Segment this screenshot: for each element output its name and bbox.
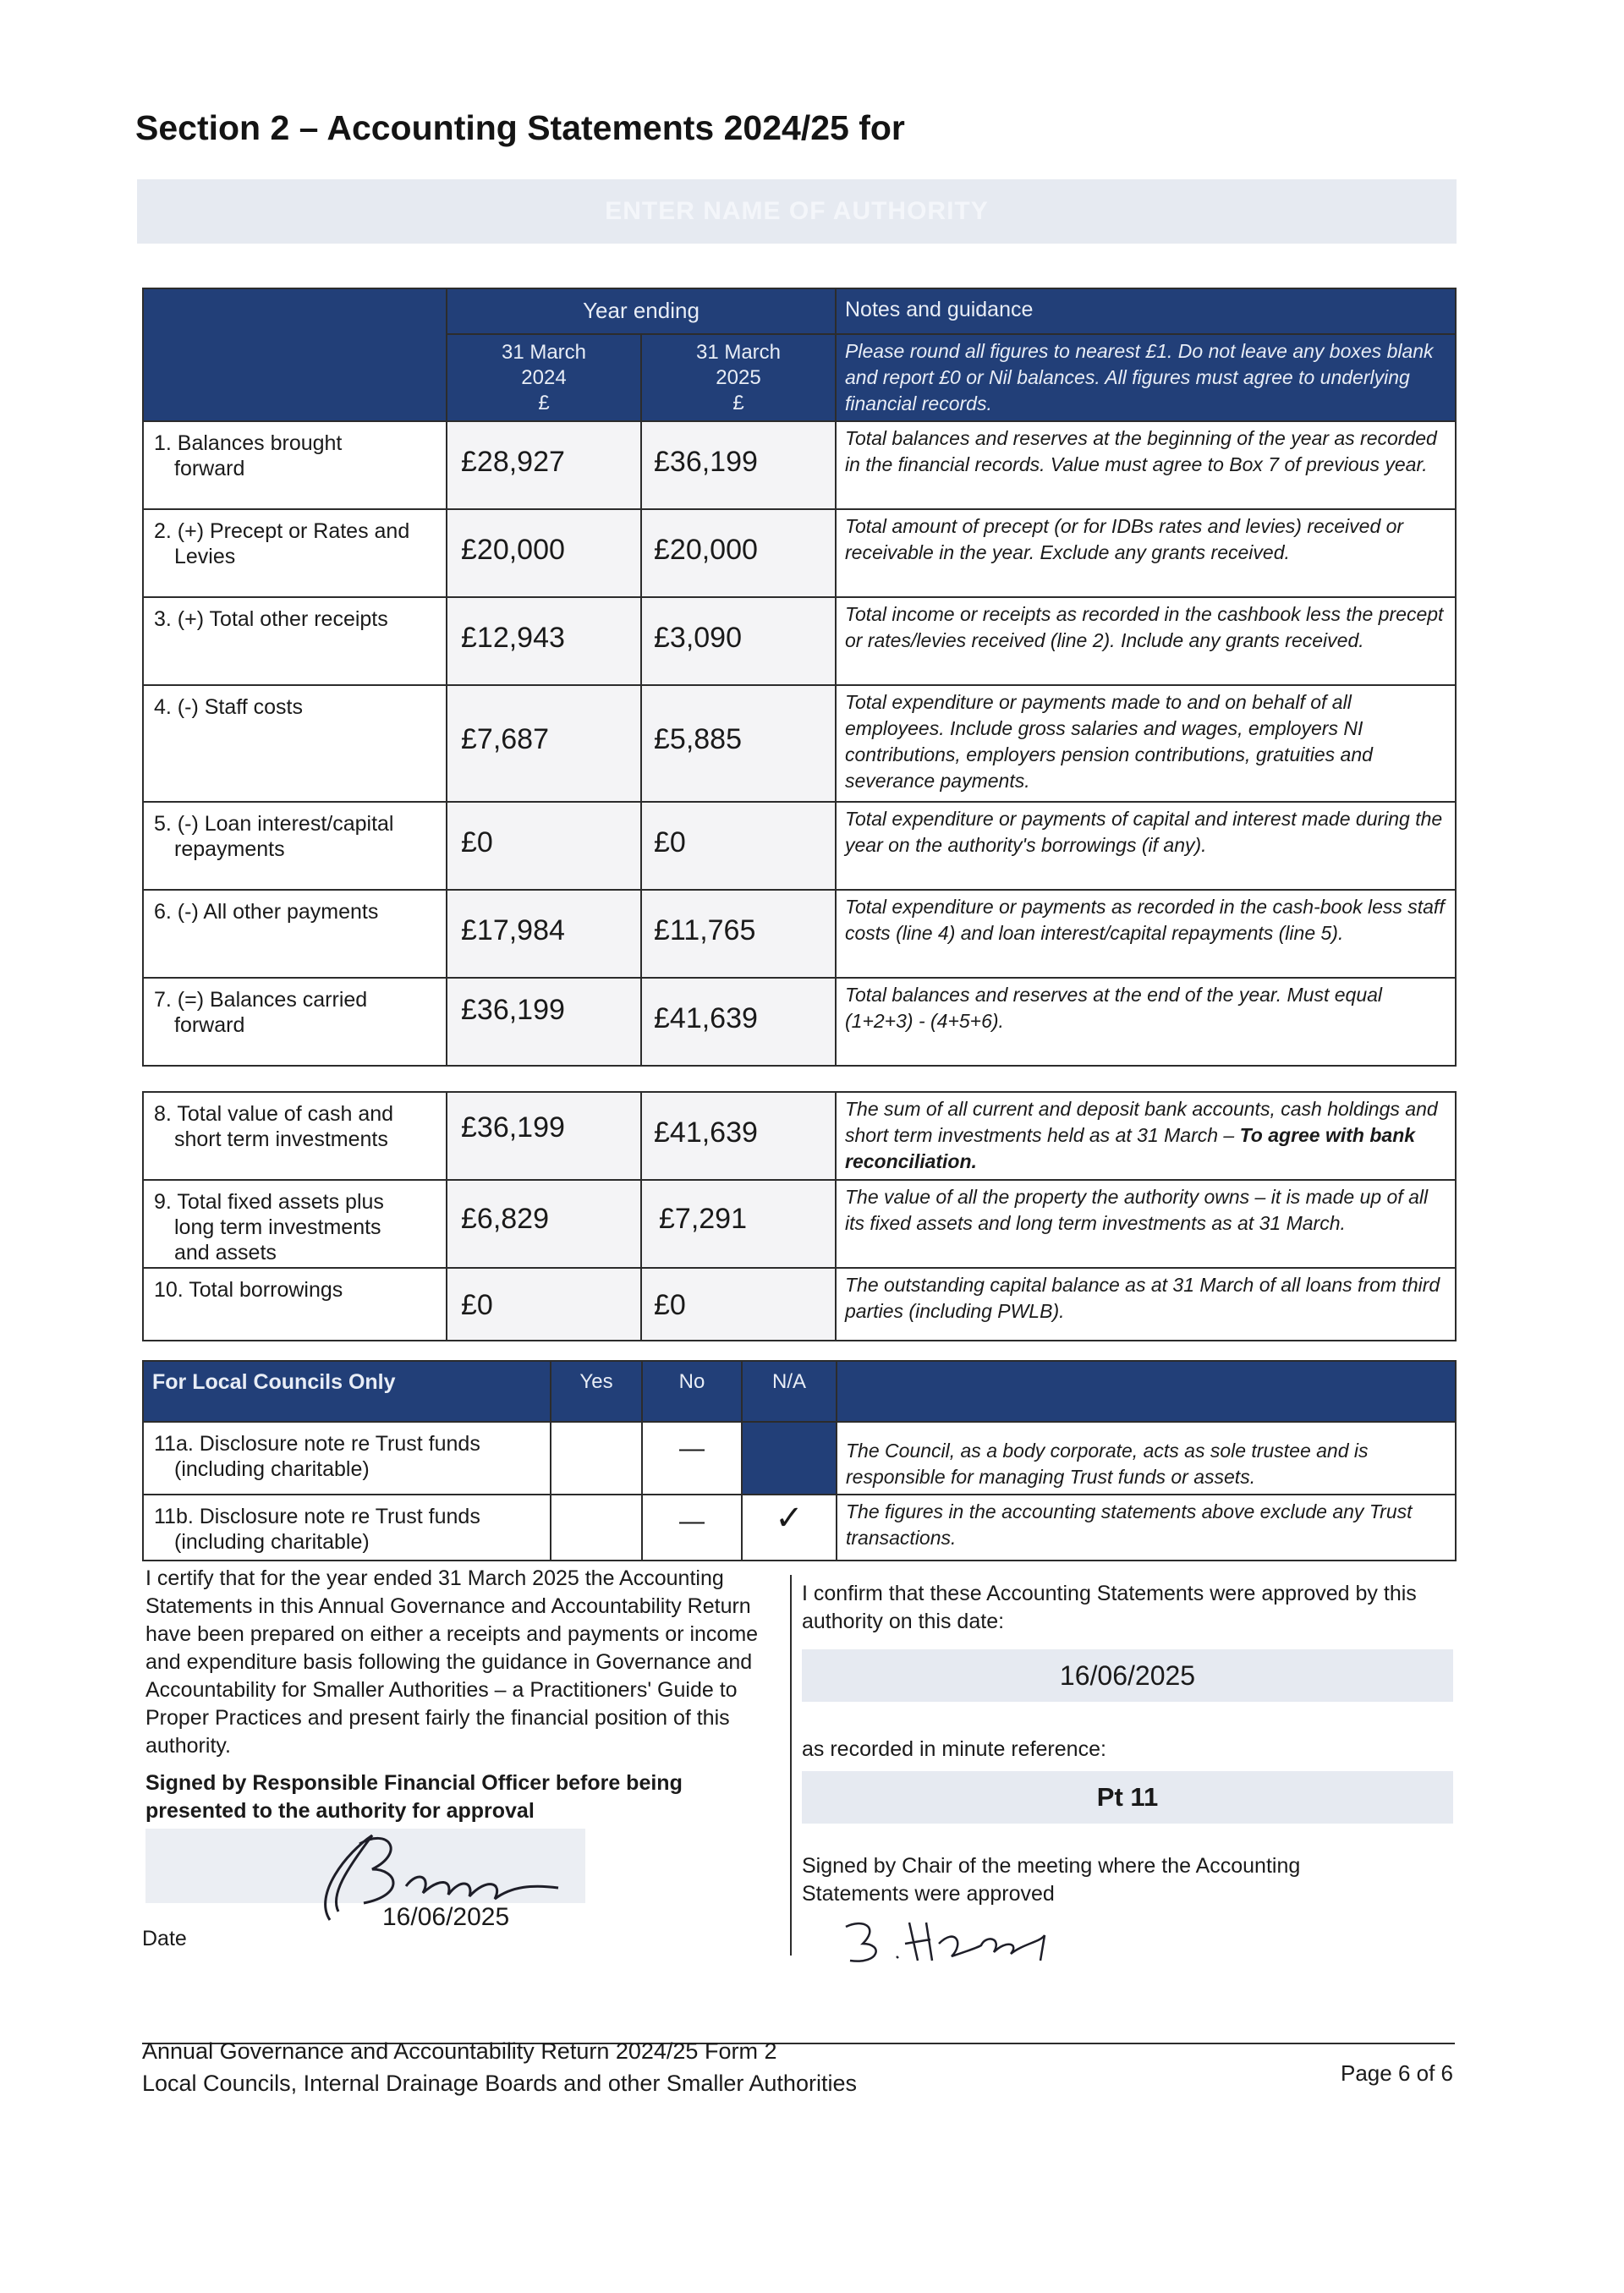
col-2024-line2: 2024 xyxy=(521,366,567,389)
minute-reference-label: as recorded in minute reference: xyxy=(802,1737,1106,1761)
rfo-date[interactable]: 16/06/2025 xyxy=(382,1903,510,1931)
footer-line-2: Local Councils, Internal Drainage Boards and other Smaller Authorities xyxy=(142,2071,857,2096)
row-label: 9. Total fixed assets plus long term investments and assets xyxy=(143,1180,447,1268)
no-header: No xyxy=(642,1361,742,1422)
no-checkbox[interactable]: — xyxy=(642,1495,742,1561)
col-2025-line3: £ xyxy=(732,392,744,414)
accounting-statements-table xyxy=(142,288,1457,1067)
row-note: Total expenditure or payments as recorded in the cash-book less staff costs (line 4) and loan interest/capital repayments (line 5). xyxy=(836,890,1456,978)
value-2024[interactable]: £36,199 xyxy=(447,1092,641,1180)
col-2025-line1: 31 March xyxy=(695,341,782,364)
year-ending-header: Year ending xyxy=(447,288,836,334)
row-label: 2. (+) Precept or Rates and Levies xyxy=(143,509,447,597)
value-2025[interactable]: £41,639 xyxy=(641,1092,836,1180)
rfo-signed-label: Signed by Responsible Financial Officer before being presented to the authority for approval xyxy=(145,1771,683,1823)
row-label: 1. Balances brought forward xyxy=(143,421,447,509)
row-note: Total expenditure or payments of capital and interest made during the year on the authority's borrowings (if any). xyxy=(836,802,1456,890)
page-number: Page 6 of 6 xyxy=(1341,2060,1453,2086)
footer-line-1: Annual Governance and Accountability Return 2024/25 Form 2 xyxy=(142,2038,777,2064)
table-row xyxy=(143,1422,1456,1495)
row-note: Total expenditure or payments made to and on behalf of all employees. Include gross salaries and wages, employers NI contributions, employers pension contributions, gratuities and severance payments. xyxy=(836,685,1456,802)
guidance-text: Please round all figures to nearest £1. Do not leave any boxes blank and report £0 or Nil balances. All figures must agree to underlying financial records. xyxy=(836,334,1456,421)
row-label: 7. (=) Balances carried forward xyxy=(143,978,447,1066)
value-2024[interactable]: £17,984 xyxy=(447,890,641,978)
value-2025[interactable]: £3,090 xyxy=(641,597,836,685)
certify-statement: I certify that for the year ended 31 March 2025 the Accounting Statements in this Annual Governance and Accountability Return have been prepared on either a receipts and payments or income and expenditure basis following the guidance in Governance and Accountability for Smaller Authorities – a Practitioners' Guide to Proper Practices and present fairly the financial position of this authority. xyxy=(145,1566,759,1758)
approval-date-field[interactable]: 16/06/2025 xyxy=(802,1649,1453,1702)
value-2025[interactable]: £36,199 xyxy=(641,421,836,509)
yes-header: Yes xyxy=(551,1361,642,1422)
row-note: The outstanding capital balance as at 31 March of all loans from third parties (including PWLB). xyxy=(836,1268,1456,1341)
notes-header: Notes and guidance xyxy=(836,288,1456,334)
value-2025[interactable]: £41,639 xyxy=(641,978,836,1066)
column-divider xyxy=(790,1575,792,1956)
row-note: The Council, as a body corporate, acts as sole trustee and is responsible for managing Trust funds or assets. xyxy=(837,1422,1456,1495)
table-row xyxy=(143,1268,1456,1341)
row-note: Total income or receipts as recorded in the cashbook less the precept or rates/levies received (line 2). Include any grants received. xyxy=(836,597,1456,685)
value-2025[interactable]: £20,000 xyxy=(641,509,836,597)
row-label: 8. Total value of cash and short term investments xyxy=(143,1092,447,1180)
confirm-statement: I confirm that these Accounting Statements were approved by this authority on this date: xyxy=(802,1582,1417,1633)
authority-name-field[interactable]: ENTER NAME OF AUTHORITY xyxy=(137,179,1457,244)
date-label: Date xyxy=(142,1927,187,1950)
table-row xyxy=(143,421,1456,509)
value-2024[interactable]: £12,943 xyxy=(447,597,641,685)
chair-signed-label: Signed by Chair of the meeting where the Accounting Statements were approved xyxy=(802,1854,1301,1906)
value-2024[interactable]: £0 xyxy=(447,802,641,890)
yes-checkbox[interactable] xyxy=(551,1495,642,1561)
row-note: The sum of all current and deposit bank accounts, cash holdings and short term investments held as at 31 March – To agree with bank reconciliation. xyxy=(836,1092,1456,1180)
value-2025[interactable]: £0 xyxy=(641,1268,836,1341)
row-label: 5. (-) Loan interest/capital repayments xyxy=(143,802,447,890)
value-2025[interactable]: £11,765 xyxy=(641,890,836,978)
notes-header-blank xyxy=(837,1361,1456,1422)
yes-checkbox[interactable] xyxy=(551,1422,642,1495)
value-2024[interactable]: £20,000 xyxy=(447,509,641,597)
value-2025[interactable]: £0 xyxy=(641,802,836,890)
value-2024[interactable]: £28,927 xyxy=(447,421,641,509)
table-row xyxy=(143,802,1456,890)
row-note: Total balances and reserves at the beginning of the year as recorded in the financial records. Value must agree to Box 7 of previous year. xyxy=(836,421,1456,509)
col-2024-header xyxy=(447,334,641,421)
row-note: The value of all the property the authority owns – it is made up of all its fixed assets and long term investments as at 31 March. xyxy=(836,1180,1456,1268)
na-checkbox[interactable]: ✓ xyxy=(742,1495,837,1561)
table-row xyxy=(143,978,1456,1066)
local-councils-table xyxy=(142,1360,1457,1561)
row-label: 10. Total borrowings xyxy=(143,1268,447,1341)
note-bold: To agree with bank reconciliation. xyxy=(845,1124,1416,1172)
table-row xyxy=(143,1180,1456,1268)
col-2024-line1: 31 March xyxy=(501,341,587,364)
na-checkbox[interactable] xyxy=(742,1422,837,1495)
table-row xyxy=(143,597,1456,685)
table-row xyxy=(143,685,1456,802)
page-title: Section 2 – Accounting Statements 2024/25 for xyxy=(135,108,905,147)
row-label: 3. (+) Total other receipts xyxy=(143,597,447,685)
value-2024[interactable]: £6,829 xyxy=(447,1180,641,1268)
value-2024[interactable]: £0 xyxy=(447,1268,641,1341)
row-label: 4. (-) Staff costs xyxy=(143,685,447,802)
minute-reference-field[interactable]: Pt 11 xyxy=(802,1771,1453,1824)
na-header: N/A xyxy=(742,1361,837,1422)
row-label: 11a. Disclosure note re Trust funds (including charitable) xyxy=(143,1422,551,1495)
chair-signature-icon xyxy=(837,1910,1108,1978)
row-note: Total balances and reserves at the end of the year. Must equal (1+2+3) - (4+5+6). xyxy=(836,978,1456,1066)
table-row xyxy=(143,890,1456,978)
value-2025[interactable]: £7,291 xyxy=(641,1180,836,1268)
table-row xyxy=(143,1495,1456,1561)
value-2024[interactable]: £36,199 xyxy=(447,978,641,1066)
header-blank xyxy=(143,288,447,421)
col-2025-header xyxy=(641,334,836,421)
table-row xyxy=(143,509,1456,597)
balances-table xyxy=(142,1091,1457,1341)
table-row xyxy=(143,1092,1456,1180)
value-2025[interactable]: £5,885 xyxy=(641,685,836,802)
row-note: Total amount of precept (or for IDBs rates and levies) received or receivable in the year. Exclude any grants received. xyxy=(836,509,1456,597)
row-note: The figures in the accounting statements above exclude any Trust transactions. xyxy=(837,1495,1456,1561)
col-2024-line3: £ xyxy=(538,392,550,414)
local-councils-header: For Local Councils Only xyxy=(143,1361,551,1422)
no-checkbox[interactable]: — xyxy=(642,1422,742,1495)
row-label: 11b. Disclosure note re Trust funds (including charitable) xyxy=(143,1495,551,1561)
row-label: 6. (-) All other payments xyxy=(143,890,447,978)
col-2025-line2: 2025 xyxy=(716,366,761,389)
value-2024[interactable]: £7,687 xyxy=(447,685,641,802)
